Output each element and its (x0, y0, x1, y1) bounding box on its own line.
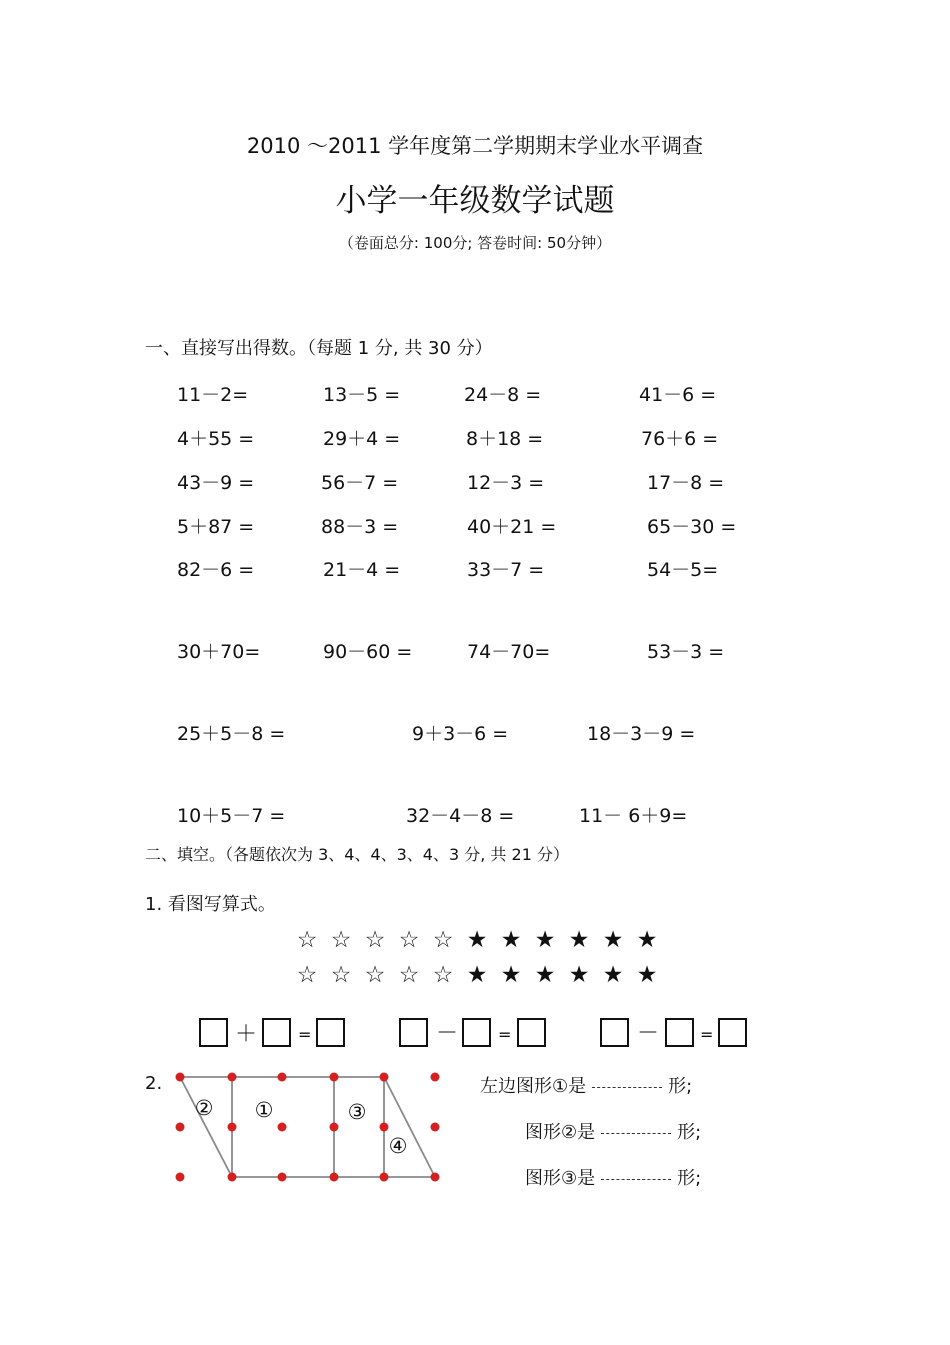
answer-blank[interactable] (601, 1133, 671, 1134)
answer-blank[interactable] (592, 1087, 662, 1088)
arithmetic-problem: 82－6 = (177, 559, 255, 581)
mixed-arithmetic-problem: 11－ 6＋9= (579, 805, 688, 827)
grid-dot (278, 1073, 287, 1082)
arithmetic-problem: 11－2= (177, 384, 249, 406)
arithmetic-problem: 4＋55 = (177, 428, 255, 450)
star-icon: ☆ (296, 927, 318, 953)
star-icon: ★ (534, 927, 556, 953)
shape-label-3: ③ (347, 1100, 367, 1124)
arithmetic-problem: 5＋87 = (177, 516, 255, 538)
fill-line-3 (525, 1164, 701, 1190)
grid-dot (228, 1173, 237, 1182)
grid-dot (278, 1173, 287, 1182)
answer-blank[interactable] (601, 1179, 671, 1180)
star-icon: ★ (602, 927, 624, 953)
fill-suffix: 形; (677, 1122, 702, 1143)
operator: ＋ (235, 1022, 258, 1047)
arithmetic-problem: 41－6 = (639, 384, 717, 406)
star-icon: ★ (636, 962, 658, 988)
fill-line-2 (525, 1118, 701, 1144)
arithmetic-problem: 21－4 = (323, 559, 401, 581)
star-icon: ☆ (330, 962, 352, 988)
mixed-arithmetic-problem: 18－3－9 = (587, 723, 696, 745)
arithmetic-problem: 74－70= (467, 641, 551, 663)
grid-dots (176, 1073, 440, 1182)
star-icon: ☆ (330, 927, 352, 953)
exam-info: （卷面总分: 100分; 答卷时间: 50分钟） (338, 234, 612, 252)
star-icon: ☆ (364, 962, 386, 988)
grid-dot (431, 1173, 440, 1182)
answer-box[interactable] (718, 1018, 747, 1047)
arithmetic-problem: 53－3 = (647, 641, 725, 663)
fill-suffix: 形; (668, 1076, 693, 1097)
grid-dot (330, 1123, 339, 1132)
grid-dot (228, 1123, 237, 1132)
question2-label: 2. (145, 1073, 163, 1094)
arithmetic-problem: 56－7 = (321, 472, 399, 494)
star-icon: ★ (534, 962, 556, 988)
arithmetic-problem: 40＋21 = (467, 516, 557, 538)
grid-dot (380, 1073, 389, 1082)
fill-prefix: 左边图形①是 (480, 1076, 587, 1097)
grid-dot (176, 1123, 185, 1132)
answer-box[interactable] (316, 1018, 345, 1047)
section2-heading: 二、填空。（各题依次为 3、4、4、3、4、3 分, 共 21 分） (145, 845, 569, 864)
arithmetic-problem: 17－8 = (647, 472, 725, 494)
star-icon: ★ (568, 927, 590, 953)
grid-dot (380, 1173, 389, 1182)
star-icon: ☆ (296, 962, 318, 988)
answer-box[interactable] (462, 1018, 491, 1047)
star-icon: ★ (568, 962, 590, 988)
operator: － (436, 1021, 459, 1046)
grid-dot (431, 1123, 440, 1132)
star-icon: ★ (500, 962, 522, 988)
grid-dot (176, 1173, 185, 1182)
question1-label: 1. 看图写算式。 (145, 894, 276, 915)
answer-box[interactable] (665, 1018, 694, 1047)
arithmetic-problem: 24－8 = (464, 384, 542, 406)
answer-box[interactable] (399, 1018, 428, 1047)
mixed-arithmetic-problem: 9＋3－6 = (412, 723, 509, 745)
star-icon: ★ (636, 927, 658, 953)
star-icon: ★ (500, 927, 522, 953)
star-icon: ★ (466, 962, 488, 988)
grid-dot (176, 1073, 185, 1082)
arithmetic-problem: 33－7 = (467, 559, 545, 581)
section1-heading: 一、直接写出得数。（每题 1 分, 共 30 分） (145, 338, 493, 359)
arithmetic-problem: 29＋4 = (323, 428, 401, 450)
shape-figure (172, 1067, 444, 1189)
star-icon: ☆ (432, 927, 454, 953)
answer-box[interactable] (600, 1018, 629, 1047)
mixed-arithmetic-problem: 32－4－8 = (406, 805, 515, 827)
fill-prefix: 图形②是 (525, 1122, 596, 1143)
grid-dot (431, 1073, 440, 1082)
star-icon: ★ (602, 962, 624, 988)
equals-sign: = (298, 1025, 312, 1044)
arithmetic-problem: 76＋6 = (641, 428, 719, 450)
answer-box[interactable] (199, 1018, 228, 1047)
arithmetic-problem: 90－60 = (323, 641, 413, 663)
dot-grid-figure (172, 1067, 444, 1185)
fill-line-1 (480, 1072, 692, 1098)
arithmetic-problem: 65－30 = (647, 516, 737, 538)
operator: － (637, 1021, 660, 1046)
arithmetic-problem: 30＋70= (177, 641, 261, 663)
shape-label-2: ② (194, 1096, 214, 1120)
star-icon: ☆ (364, 927, 386, 953)
star-icon: ☆ (432, 962, 454, 988)
shape-label-4: ④ (388, 1134, 408, 1158)
answer-box[interactable] (517, 1018, 546, 1047)
equals-sign: = (700, 1025, 714, 1044)
star-icon: ★ (466, 927, 488, 953)
shape-labels (195, 1096, 408, 1158)
fill-prefix: 图形③是 (525, 1168, 596, 1189)
arithmetic-problem: 88－3 = (321, 516, 399, 538)
arithmetic-problem: 8＋18 = (466, 428, 544, 450)
answer-box[interactable] (262, 1018, 291, 1047)
arithmetic-problem: 43－9 = (177, 472, 255, 494)
grid-dot (380, 1123, 389, 1132)
fill-suffix: 形; (677, 1168, 702, 1189)
equals-sign: = (498, 1025, 512, 1044)
star-row-1 (290, 927, 664, 953)
mixed-arithmetic-problem: 25＋5－8 = (177, 723, 286, 745)
mixed-arithmetic-problem: 10＋5－7 = (177, 805, 286, 827)
arithmetic-problem: 12－3 = (467, 472, 545, 494)
exam-header: 2010 ～2011 学年度第二学期期末学业水平调查 (246, 134, 704, 158)
grid-dot (330, 1073, 339, 1082)
grid-dot (330, 1173, 339, 1182)
arithmetic-problem: 54－5= (647, 559, 719, 581)
star-icon: ☆ (398, 927, 420, 953)
star-row-2 (290, 962, 664, 988)
grid-dot (278, 1123, 287, 1132)
arithmetic-problem: 13－5 = (323, 384, 401, 406)
figure-lines (180, 1077, 435, 1177)
grid-dot (228, 1073, 237, 1082)
shape-label-1: ① (254, 1098, 274, 1122)
page-title: 小学一年级数学试题 (335, 183, 615, 219)
star-icon: ☆ (398, 962, 420, 988)
